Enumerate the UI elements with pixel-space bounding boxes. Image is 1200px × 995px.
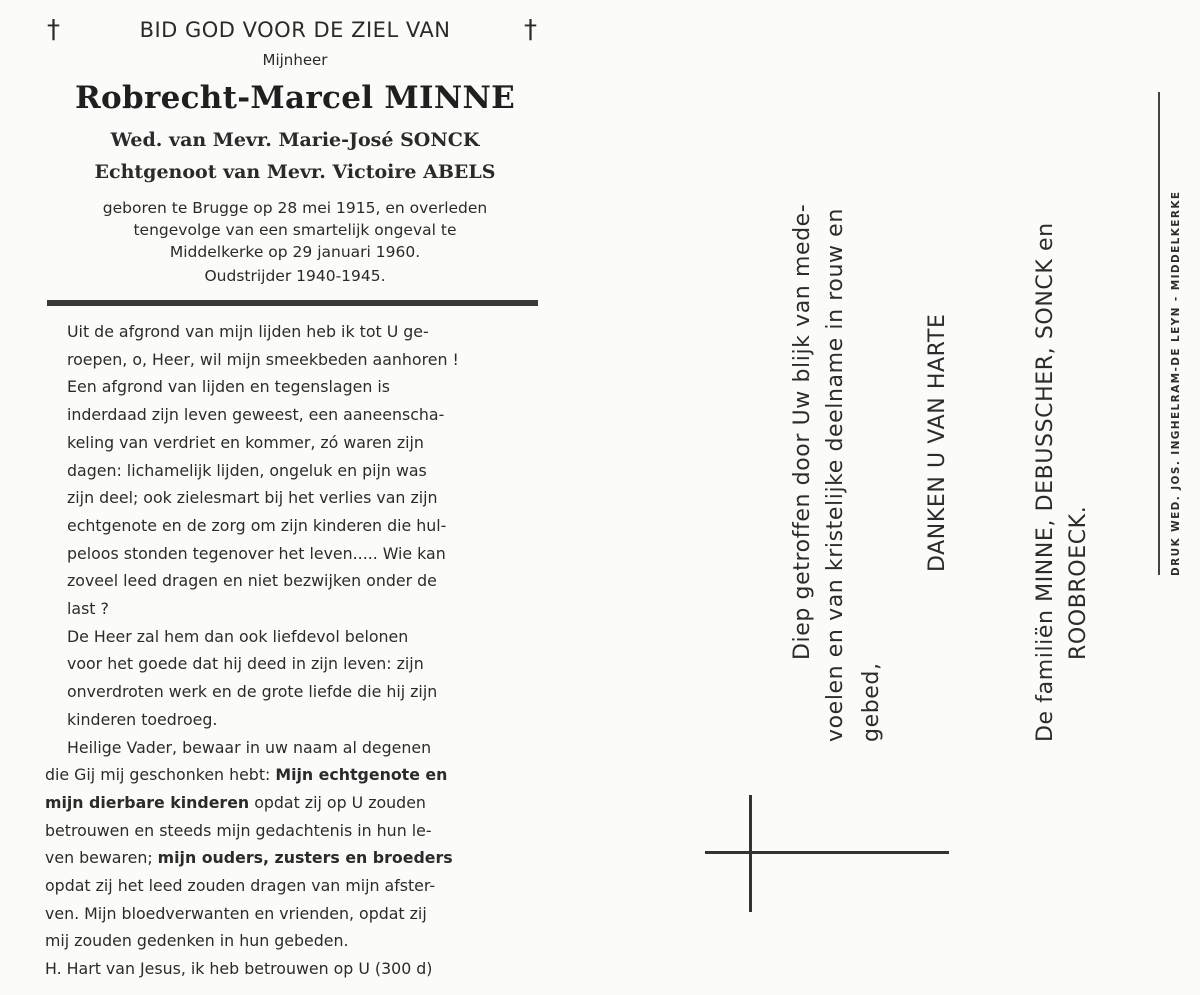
text-line	[45, 761, 540, 789]
family-line-1: De familiën MINNE, DEBUSSCHER, SONCK en	[1033, 222, 1058, 742]
text-line: dagen: lichamelijk lijden, ongeluk en pijn was	[67, 460, 427, 480]
memorial-text	[45, 318, 540, 983]
veteran-line: Oudstrijder 1940-1945.	[204, 267, 386, 285]
text-line: voor het goede dat hij deed in zijn leven: zijn	[67, 654, 424, 674]
text-line: betrouwen en steeds mijn gedachtenis in hun le-	[45, 820, 432, 840]
thanks-line-3: gebed,	[859, 662, 884, 742]
paragraph-father-cont	[45, 761, 540, 955]
printer-rule	[1158, 92, 1160, 575]
cross-horizontal-bar	[705, 851, 949, 854]
text-line: zoveel leed dragen en niet bezwijken onder de	[67, 571, 437, 591]
paragraph-prayer	[45, 318, 540, 373]
thanks-line-4: DANKEN U VAN HARTE	[925, 313, 950, 572]
text-run: opdat zij op U zouden	[249, 792, 426, 812]
prayer-heading: BID GOD VOOR DE ZIEL VAN	[139, 18, 451, 42]
birth-death-line: Middelkerke op 29 januari 1960.	[169, 243, 421, 261]
emphasis-text: mijn ouders, zusters en broeders	[157, 848, 453, 868]
text-line: Heilige Vader, bewaar in uw naam al degenen	[67, 737, 432, 757]
emphasis-text: mijn dierbare kinderen	[45, 792, 250, 812]
widower-line: Wed. van Mevr. Marie-José SONCK	[110, 129, 480, 151]
cross-right-icon: †	[524, 15, 537, 45]
text-line: Uit de afgrond van mijn lijden heb ik tot U ge-	[67, 322, 429, 341]
spouse-line: Echtgenoot van Mevr. Victoire ABELS	[94, 161, 496, 183]
indulgence-line: H. Hart van Jesus, ik heb betrouwen op U (300 d)	[45, 959, 433, 979]
text-line: mij zouden gedenken in hun gebeden.	[45, 931, 349, 951]
birth-death-line: geboren te Brugge op 28 mei 1915, en overleden	[102, 199, 488, 217]
text-line: ven. Mijn bloedverwanten en vrienden, opdat zij	[45, 903, 427, 923]
birth-death-info	[45, 197, 545, 263]
family-line-2: ROOBROECK.	[1066, 505, 1091, 660]
deceased-name: Robrecht-Marcel MINNE	[74, 80, 516, 116]
text-line: zijn deel; ook zielesmart bij het verlies van zijn	[67, 488, 438, 508]
honorific: Mijnheer	[262, 51, 328, 69]
text-line	[45, 789, 540, 817]
text-line: keling van verdriet en kommer, zó waren zijn	[67, 432, 424, 452]
text-line	[45, 844, 540, 872]
text-run: die Gij mij geschonken hebt:	[45, 765, 276, 785]
text-line: Een afgrond van lijden en tegenslagen is	[67, 377, 391, 397]
printer-imprint: DRUK WED. JOS. INGHELRAM-DE LEYN - MIDDELKERKE	[1170, 190, 1182, 576]
birth-death-line: tengevolge van een smartelijk ongeval te	[133, 221, 457, 239]
text-line: De Heer zal hem dan ook liefdevol belonen	[67, 626, 409, 646]
divider-rule	[47, 300, 538, 306]
text-line: inderdaad zijn leven geweest, een aaneenscha-	[67, 405, 445, 425]
text-line: peloos stonden tegenover het leven..... Wie kan	[67, 543, 446, 563]
text-line: opdat zij het leed zouden dragen van mijn afster-	[45, 876, 436, 896]
paragraph-reward	[45, 623, 540, 734]
text-run: ven bewaren;	[45, 848, 158, 868]
paragraph-life	[45, 373, 540, 622]
text-line: last ?	[67, 599, 109, 619]
paragraph-father	[45, 734, 540, 762]
text-line: roepen, o, Heer, wil mijn smeekbeden aanhoren !	[67, 349, 459, 369]
emphasis-text: Mijn echtgenote en	[275, 765, 448, 785]
thanks-line-1: Diep getroffen door Uw blijk van mede-	[790, 203, 815, 660]
text-line: echtgenote en de zorg om zijn kinderen die hul-	[67, 515, 447, 535]
text-line: kinderen toedroeg.	[67, 709, 218, 729]
text-line: onverdroten werk en de grote liefde die hij zijn	[67, 682, 438, 702]
cross-left-icon: †	[47, 15, 60, 45]
thanks-line-2: voelen en van kristelijke deelname in rouw en	[823, 208, 848, 742]
header-prayer-line	[45, 14, 545, 46]
